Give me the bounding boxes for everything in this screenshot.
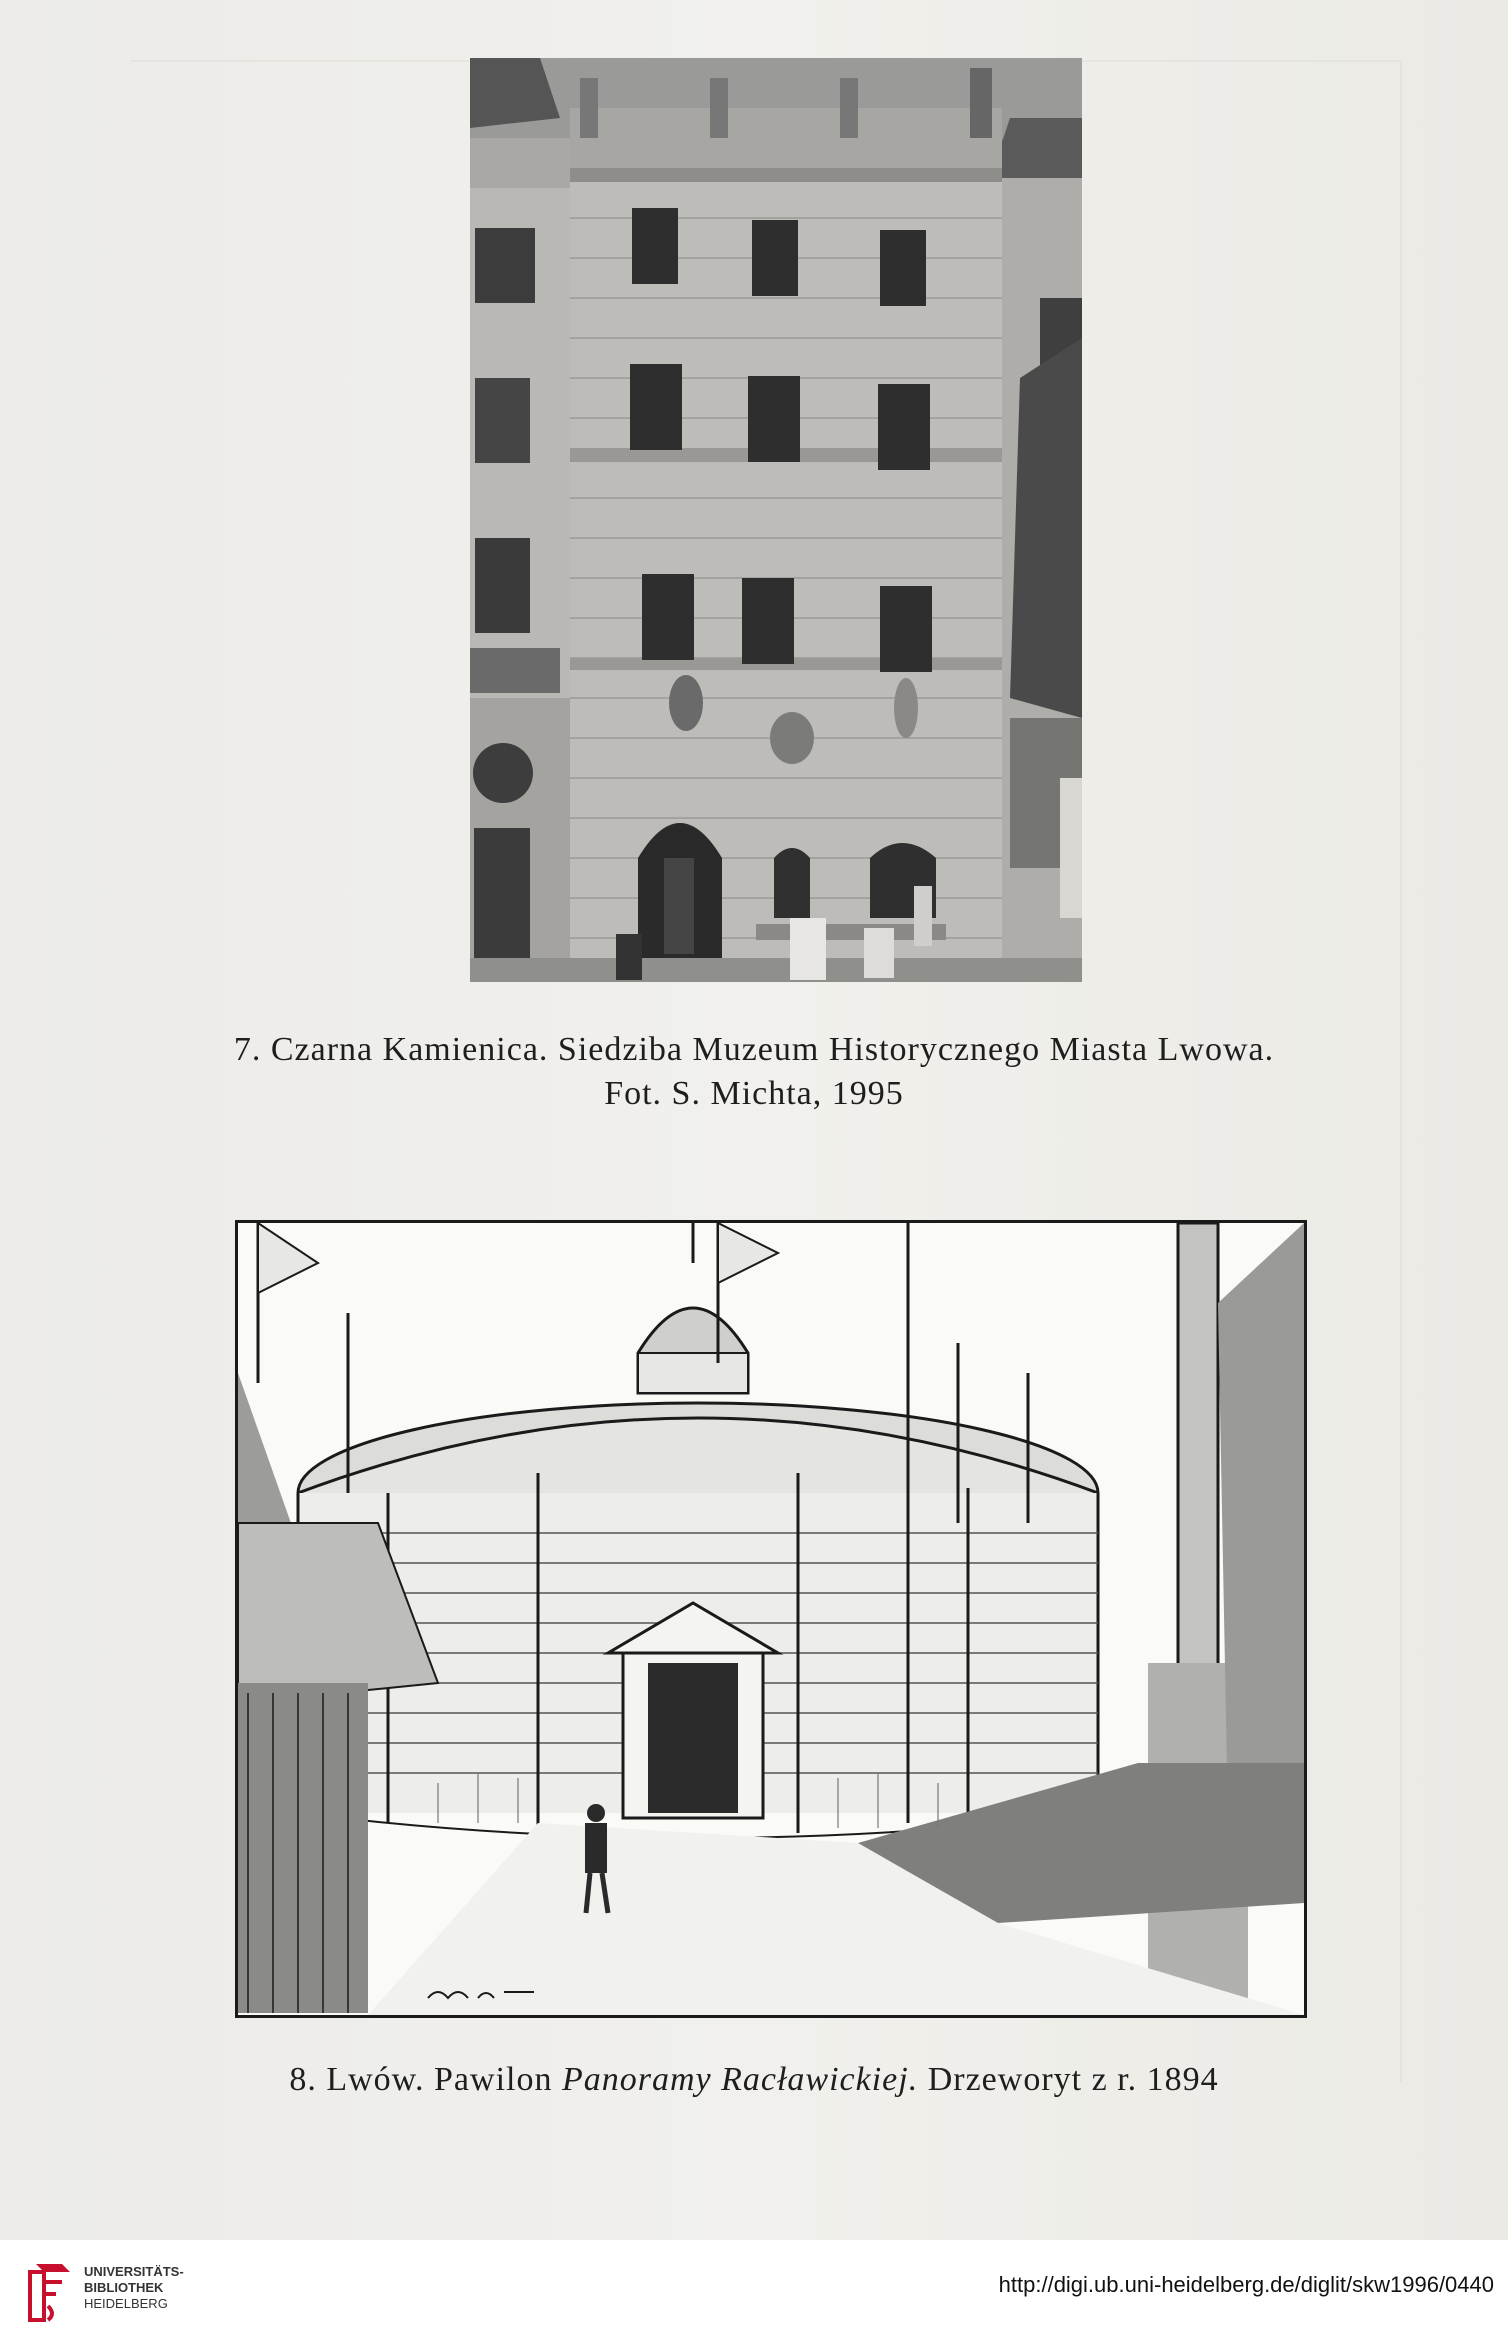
figure-8-caption-title: Panoramy Racławickiej. [561, 2061, 919, 2098]
permalink-url[interactable]: http://digi.ub.uni-heidelberg.de/diglit/skw1996/0440 [998, 2272, 1494, 2297]
figure-7-caption-line2: Fot. S. Michta, 1995 [604, 1075, 904, 1112]
library-name [84, 2264, 184, 2312]
figure-7-caption [0, 1028, 1508, 1116]
figure-8-caption-tail: Drzeworyt z r. 1894 [918, 2061, 1219, 2098]
library-name-line3: HEIDELBERG [84, 2296, 168, 2311]
figure-7-photograph [470, 58, 1082, 982]
figure-8-caption-lead: 8. Lwów. Pawilon [289, 2061, 562, 2098]
figure-8-woodcut [235, 1220, 1307, 2018]
library-name-line1: UNIVERSITÄTS- [84, 2264, 184, 2279]
figure-8-caption [0, 2058, 1508, 2102]
library-name-line2: BIBLIOTHEK [84, 2280, 164, 2295]
library-logo-icon [22, 2258, 74, 2326]
figure-7-caption-line1: 7. Czarna Kamienica. Siedziba Muzeum Historycznego Miasta Lwowa. [233, 1031, 1275, 1068]
